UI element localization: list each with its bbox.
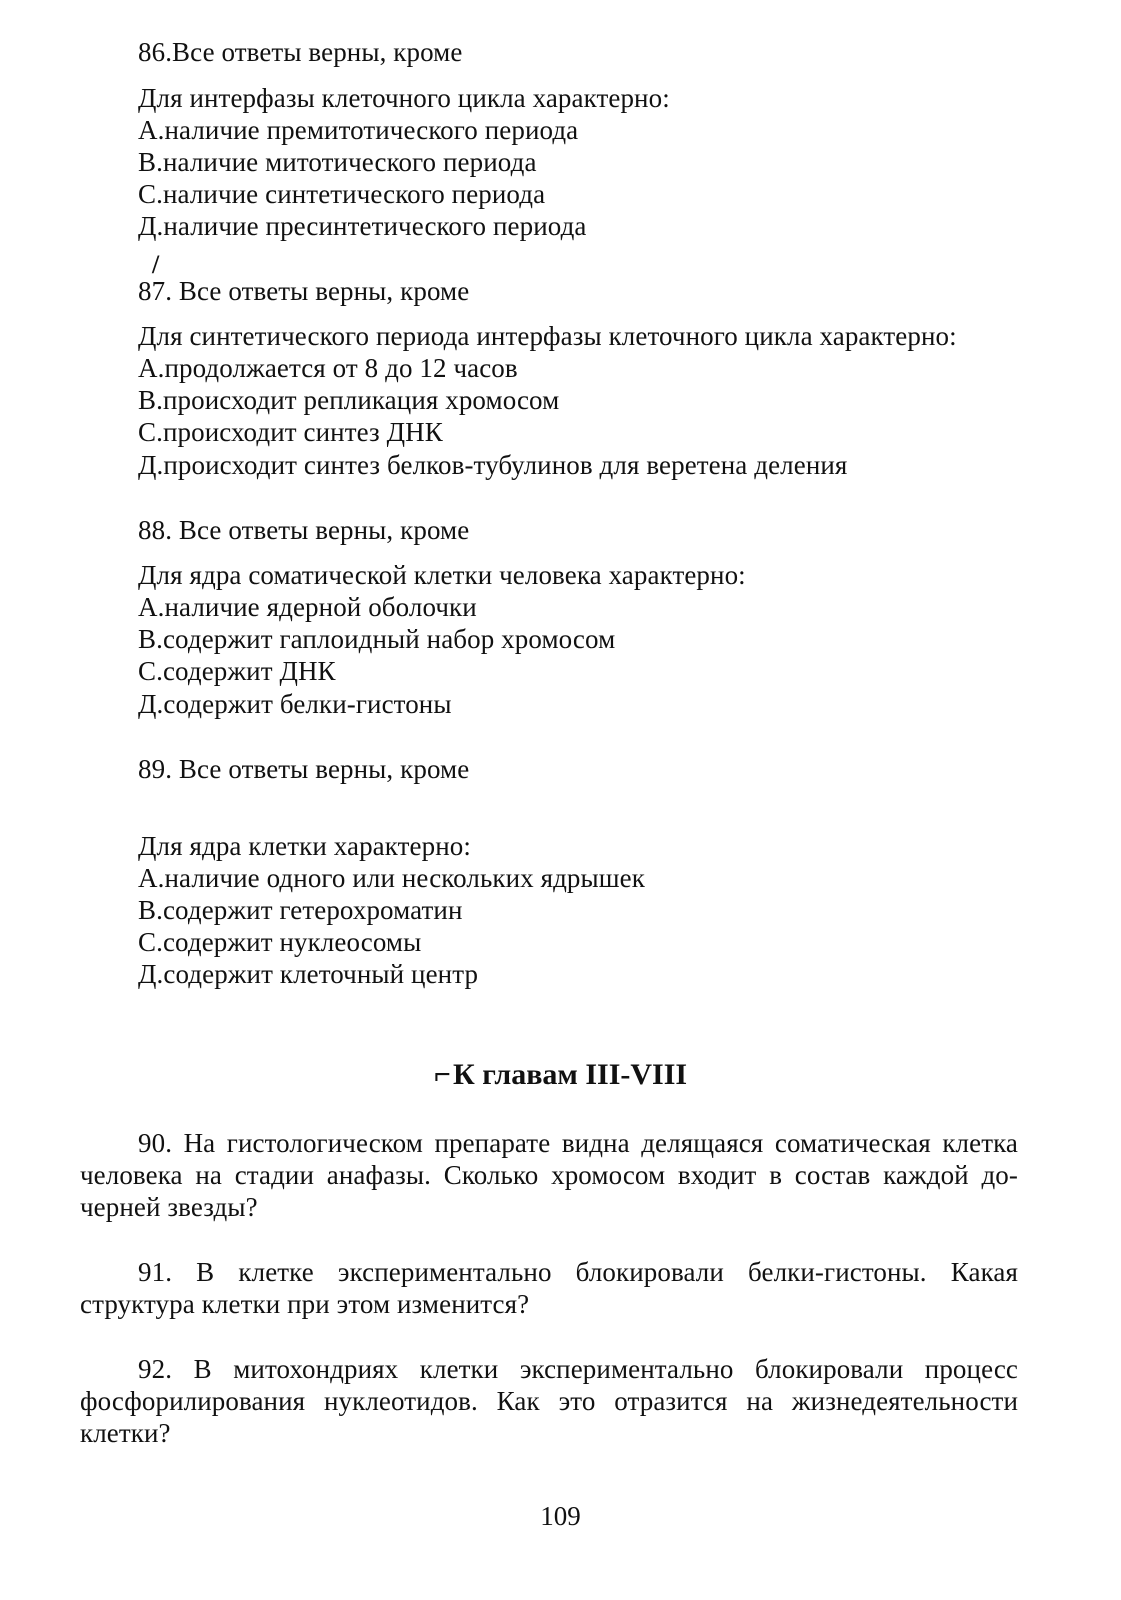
- q90-line-2: человека на стадии анафазы. Сколько хромосом входит в состав каждой до-: [80, 1160, 1018, 1190]
- q88-option-a: А.наличие ядерной оболочки: [138, 592, 477, 622]
- q86-stem: Для интерфазы клеточного цикла характерно:: [138, 83, 670, 113]
- q92-line-3: клетки?: [80, 1418, 171, 1448]
- q91-line-1: 91. В клетке экспериментально блокировали белки-гистоны. Какая: [138, 1257, 1018, 1287]
- q92-line-1: 92. В митохондриях клетки экспериментально блокировали процесс: [138, 1354, 1018, 1384]
- q88-option-b: В.содержит гаплоидный набор хромосом: [138, 624, 616, 654]
- q86-title: 86.Все ответы верны, кроме: [138, 37, 463, 67]
- q88-option-c: С.содержит ДНК: [138, 656, 336, 686]
- q91-line-2: структура клетки при этом изменится?: [80, 1289, 530, 1319]
- q92-line-2: фосфорилирования нуклеотидов. Как это отразится на жизнедеятельности: [80, 1386, 1018, 1416]
- q86-option-b: В.наличие митотического периода: [138, 147, 537, 177]
- q89-option-a: А.наличие одного или нескольких ядрышек: [138, 863, 645, 893]
- q88-option-d: Д.содержит белки-гистоны: [138, 689, 452, 719]
- q87-option-a: А.продолжается от 8 до 12 часов: [138, 353, 518, 383]
- q89-title: 89. Все ответы верны, кроме: [138, 754, 470, 784]
- q87-option-d: Д.происходит синтез белков-тубулинов для веретена деления: [138, 450, 848, 480]
- q86-option-c: С.наличие синтетического периода: [138, 179, 546, 209]
- page-number: 109: [540, 1501, 581, 1531]
- q88-stem: Для ядра соматической клетки человека характерно:: [138, 560, 746, 590]
- pen-mark-icon: /: [152, 250, 160, 279]
- q86-option-d: Д.наличие пресинтетического периода: [138, 211, 587, 241]
- q86-option-a: А.наличие премитотического периода: [138, 115, 579, 145]
- q87-title: 87. Все ответы верны, кроме: [138, 276, 470, 306]
- q87-stem: Для синтетического периода интерфазы клеточного цикла характерно:: [138, 321, 957, 351]
- q87-option-b: В.происходит репликация хромосом: [138, 385, 560, 415]
- q89-option-b: В.содержит гетерохроматин: [138, 895, 463, 925]
- q89-stem: Для ядра клетки характерно:: [138, 831, 471, 861]
- q88-title: 88. Все ответы верны, кроме: [138, 515, 470, 545]
- q90-line-3: черней звезды?: [80, 1192, 258, 1222]
- section-heading: [0, 1055, 1121, 1095]
- pen-arrow-icon: ⌐: [433, 1058, 452, 1091]
- q89-option-d: Д.содержит клеточный центр: [138, 959, 479, 989]
- section-heading-text: К главам III-VIII: [453, 1058, 688, 1091]
- q89-option-c: С.содержит нуклеосомы: [138, 927, 422, 957]
- q87-option-c: С.происходит синтез ДНК: [138, 417, 443, 447]
- q90-line-1: 90. На гистологическом препарате видна делящаяся соматическая клетка: [138, 1128, 1018, 1158]
